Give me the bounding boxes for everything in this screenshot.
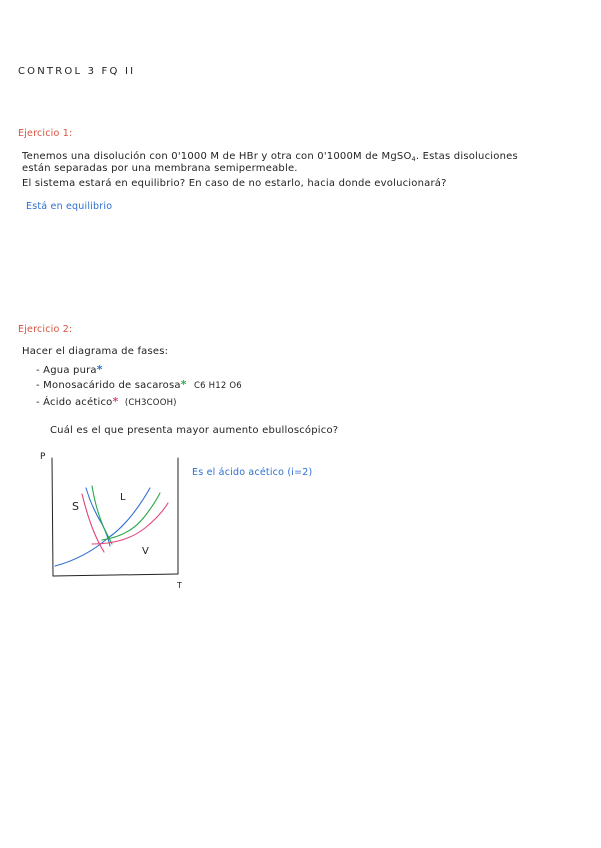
green-star-icon: *: [180, 378, 187, 391]
exercise-1-answer: Está en equilibrio: [26, 201, 113, 212]
exercise-2-heading: Ejercicio 2:: [18, 324, 73, 335]
phase-diagram: [30, 448, 200, 590]
x-axis: [53, 574, 178, 576]
exercise-2-answer: Es el ácido acético (i=2): [192, 467, 313, 478]
list-item-label: - Agua pura: [36, 365, 97, 376]
exercise-1-line-1: [22, 151, 518, 163]
region-vapor-label: V: [142, 546, 149, 557]
phase-curves: [55, 486, 168, 566]
list-item-sugar: [36, 378, 242, 391]
region-liquid-label: L: [120, 492, 126, 503]
exercise-1-line-3: El sistema estará en equilibrio? En caso de no estarlo, hacia donde evolucionará?: [22, 178, 447, 189]
water-curve-solid: [86, 488, 110, 546]
water-curve-vapor: [55, 488, 150, 566]
y-axis-label: P: [40, 452, 46, 462]
list-item-label: - Monosacárido de sacarosa: [36, 380, 181, 391]
blue-star-icon: *: [96, 363, 103, 376]
list-item-acid: [36, 395, 177, 408]
list-item-water: [36, 363, 103, 376]
list-item-label: - Ácido acético: [36, 397, 113, 408]
pink-star-icon: *: [112, 395, 119, 408]
page-title: CONTROL 3 FQ II: [18, 66, 136, 77]
sugar-formula: C6 H12 O6: [194, 381, 242, 391]
y-axis: [52, 458, 53, 576]
exercise-2-intro: Hacer el diagrama de fases:: [22, 346, 169, 357]
acid-curve-vapor: [92, 503, 168, 544]
x-axis-label: T: [177, 581, 182, 590]
exercise-1-line-1-tail: . Estas disoluciones: [415, 151, 518, 162]
region-solid-label: S: [72, 500, 79, 513]
sulfate-subscript: 4: [411, 155, 416, 163]
acid-formula: (CH3COOH): [124, 398, 177, 408]
exercise-1-heading: Ejercicio 1:: [18, 128, 73, 139]
exercise-1-line-1-text: Tenemos una disolución con 0'1000 M de HBr y otra con 0'1000M de MgSO: [22, 151, 412, 162]
exercise-1-line-2: están separadas por una membrana semipermeable.: [22, 163, 298, 174]
axes: [52, 458, 178, 576]
exercise-2-question: Cuál es el que presenta mayor aumento ebulloscópico?: [50, 425, 339, 436]
